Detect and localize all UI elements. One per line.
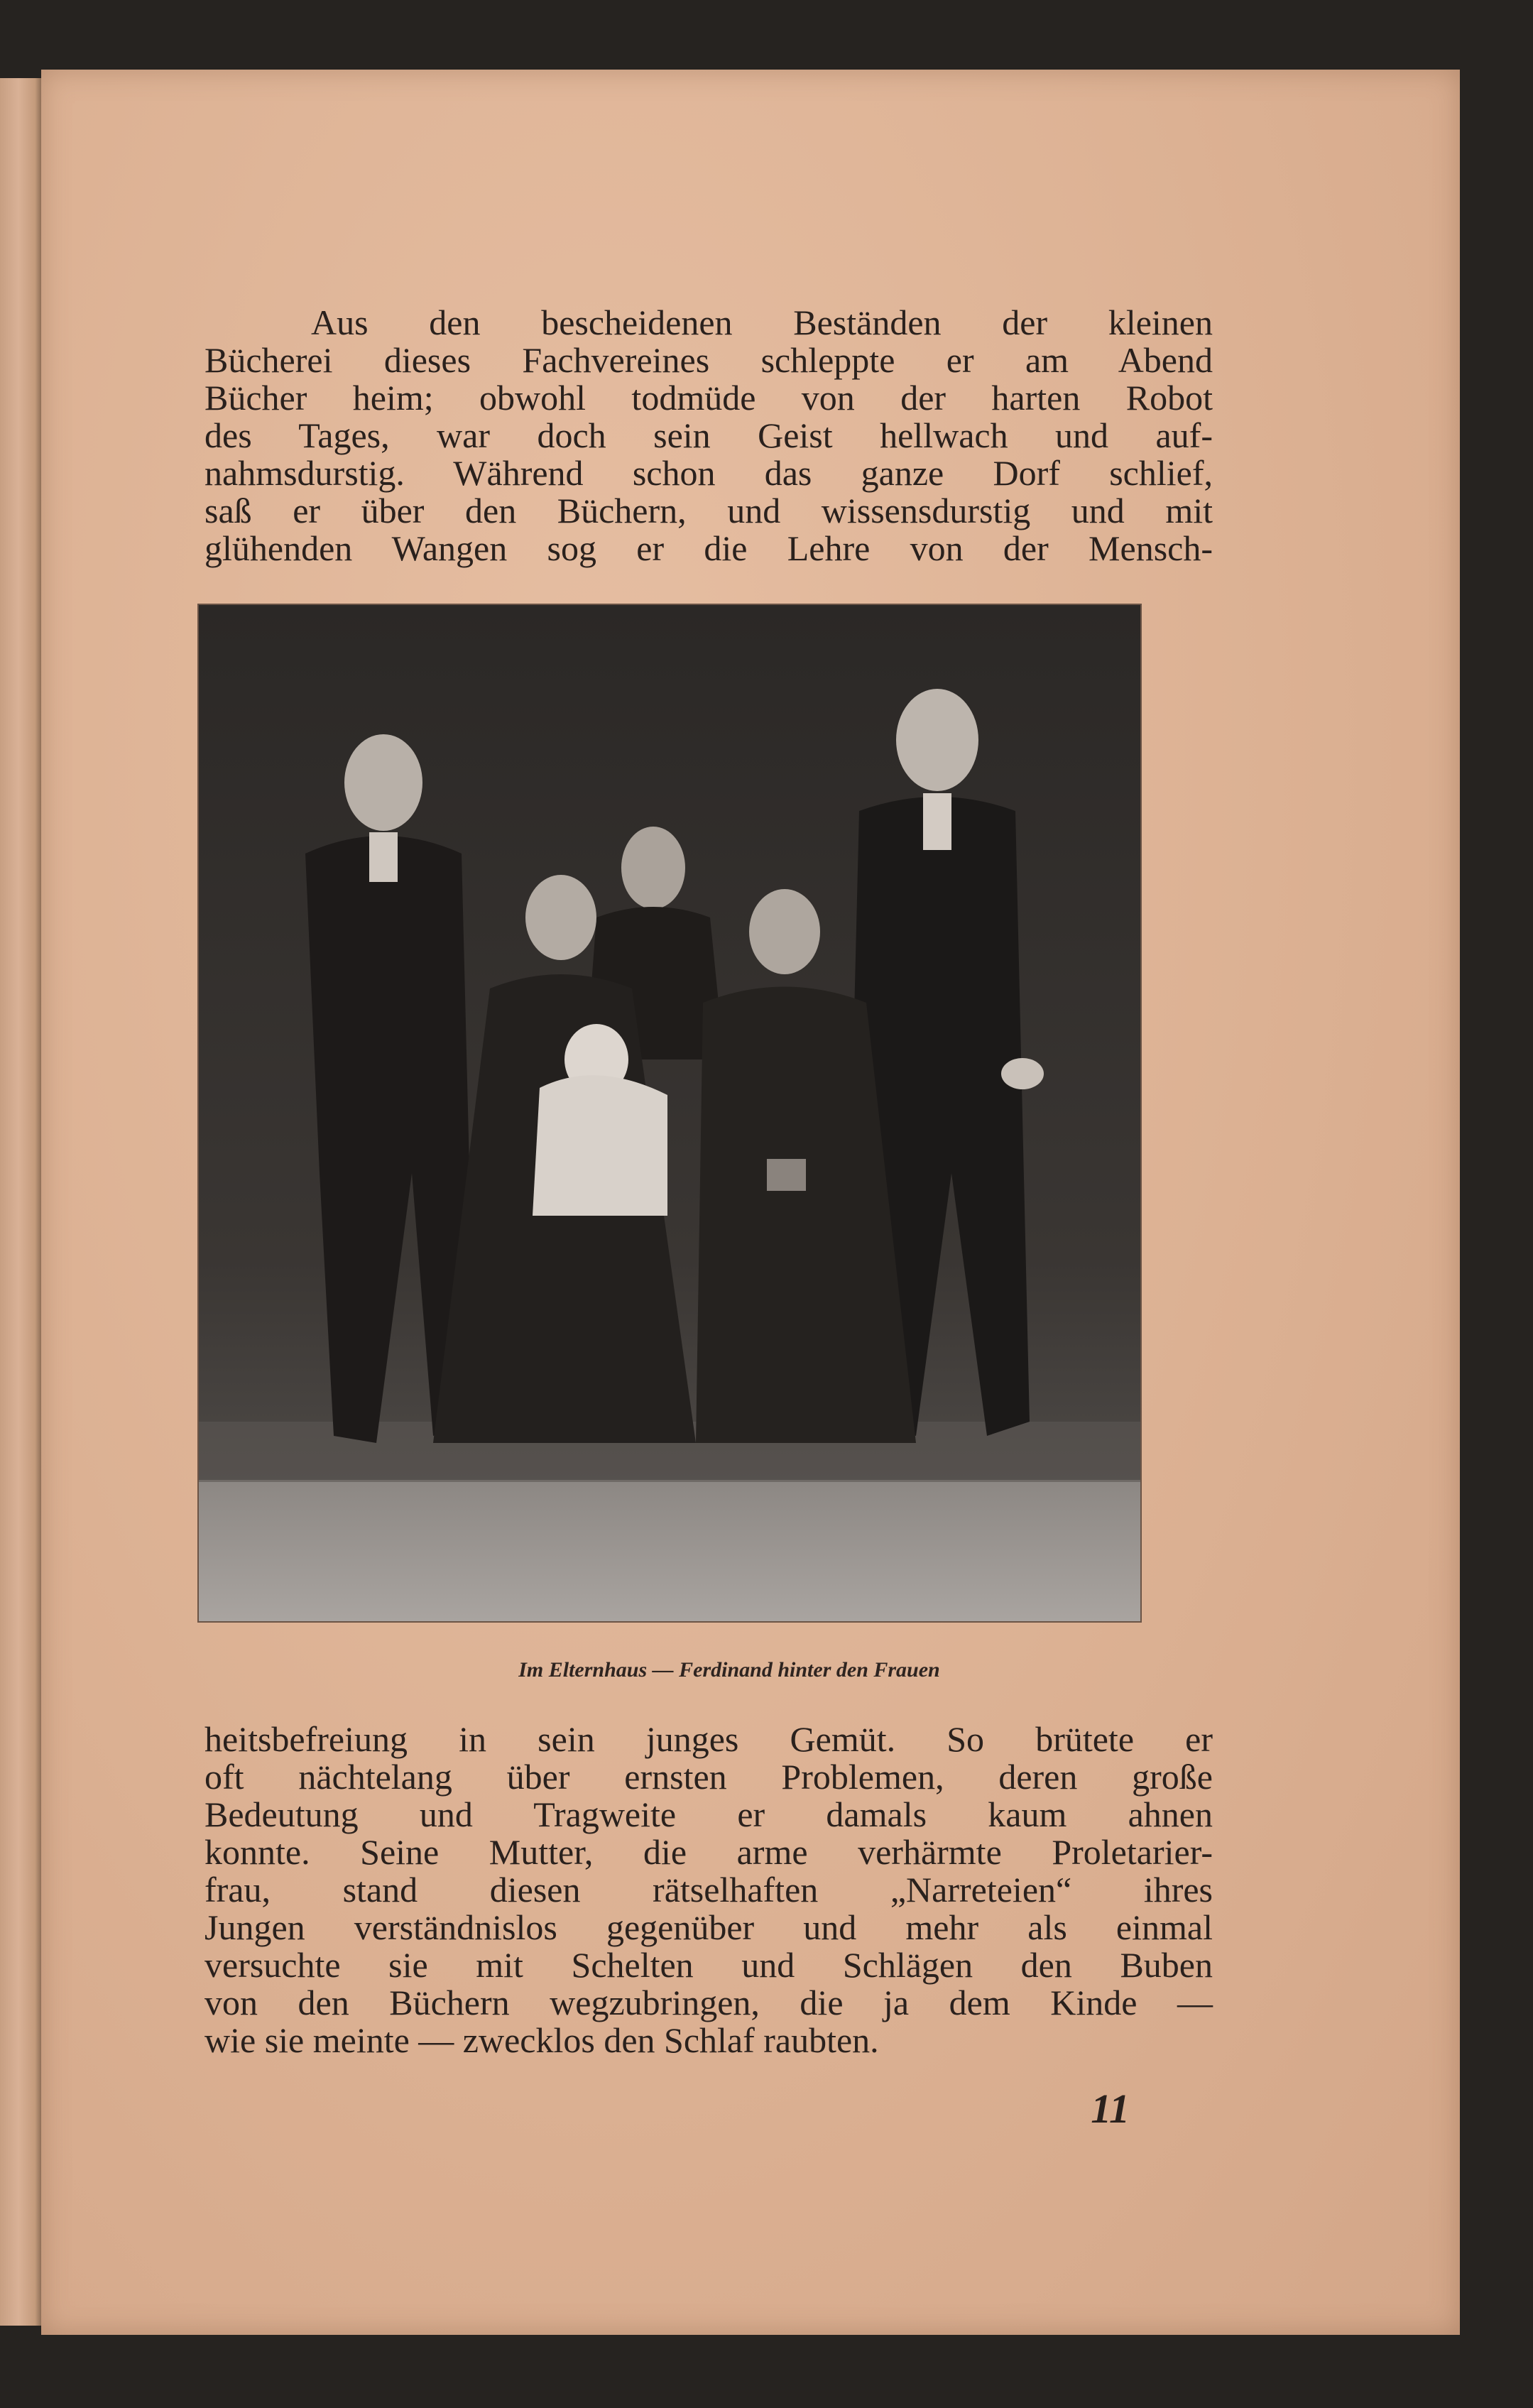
text-line: saß er über den Büchern, und wissensdurstig und mit	[204, 491, 1213, 530]
text-line: von den Büchern wegzubringen, die ja dem Kinde —	[204, 1983, 1213, 2022]
text-line: frau, stand diesen rätselhaften „Narreteien“ ihres	[204, 1870, 1213, 1909]
text-line: nahmsdurstig. Während schon das ganze Dorf schlief,	[204, 453, 1213, 493]
adjacent-page-edge	[0, 78, 41, 2326]
text-line: wie sie meinte — zwecklos den Schlaf raubten.	[204, 2020, 879, 2060]
book-page	[41, 70, 1460, 2335]
text-line: oft nächtelang über ernsten Problemen, deren große	[204, 1757, 1213, 1797]
text-line: Aus den bescheidenen Beständen der kleinen	[311, 303, 1213, 342]
family-photograph	[197, 604, 1142, 1623]
text-line: heitsbefreiung in sein junges Gemüt. So brütete er	[204, 1719, 1213, 1759]
text-line: versuchte sie mit Schelten und Schlägen den Buben	[204, 1945, 1213, 1985]
paragraph-bottom	[204, 1721, 1213, 2059]
text-line: konnte. Seine Mutter, die arme verhärmte Proletarier-	[204, 1832, 1213, 1872]
photograph-image	[199, 605, 1140, 1621]
caption-text: Im Elternhaus — Ferdinand hinter den Frauen	[518, 1658, 940, 1682]
photo-caption	[41, 1658, 1460, 1682]
text-line: Bücherei dieses Fachvereines schleppte er am Abend	[204, 340, 1213, 380]
text-line: Bedeutung und Tragweite er damals kaum ahnen	[204, 1794, 1213, 1834]
text-line: des Tages, war doch sein Geist hellwach und auf-	[204, 415, 1213, 455]
page-number: 11	[1091, 2086, 1130, 2132]
text-line: glühenden Wangen sog er die Lehre von der Mensch-	[204, 528, 1213, 568]
text-line: Bücher heim; obwohl todmüde von der harten Robot	[204, 378, 1213, 418]
paragraph-top	[204, 304, 1213, 567]
text-line: Jungen verständnislos gegenüber und mehr als einmal	[204, 1907, 1213, 1947]
